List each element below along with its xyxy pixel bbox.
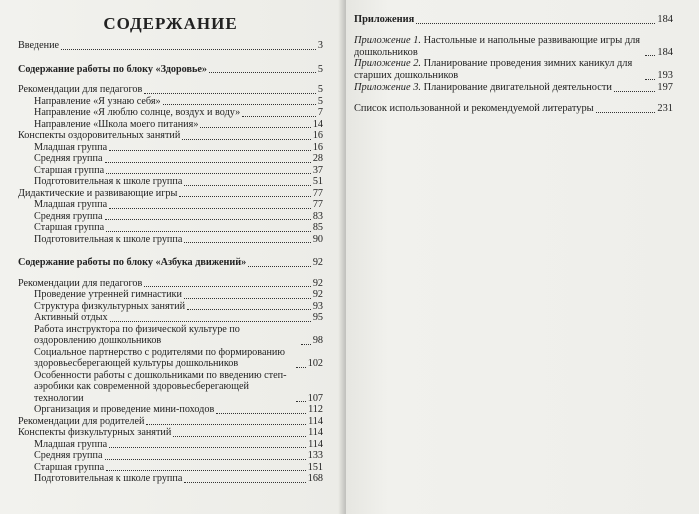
- toc-entry-text: Конспекты оздоровительных занятий: [18, 130, 181, 141]
- toc-entry-text: Подготовительная к школе группа: [34, 176, 183, 187]
- toc-entry-title: [34, 324, 299, 347]
- toc-entry-title: [34, 439, 107, 451]
- toc-entry-text: Старшая группа: [34, 461, 105, 473]
- toc-entry-title: [18, 278, 142, 290]
- toc-entry-text: Социальное партнерство с родителями по формированию здоровьесберегающей культуры дошкольников: [34, 346, 285, 369]
- toc-page-number: 133: [307, 450, 323, 461]
- toc-page-number: 5: [317, 95, 323, 107]
- toc-entry-text: Рекомендации для педагогов: [18, 277, 143, 289]
- toc-page-number: 114: [308, 427, 323, 438]
- toc-entry: [18, 165, 323, 177]
- toc-leader-dots: [182, 139, 310, 140]
- toc-leader-dots: [163, 104, 316, 105]
- toc-entry-text: Приложения: [354, 14, 415, 25]
- toc-entry: [18, 64, 323, 76]
- toc-entry-title: [354, 35, 643, 59]
- toc-entry: [18, 142, 323, 154]
- toc-entry: [18, 222, 323, 234]
- toc-entry-title: [34, 289, 182, 301]
- toc-leader-dots: [106, 173, 311, 174]
- toc-page-number: 7: [317, 107, 323, 118]
- toc-page-number: 37: [312, 164, 323, 176]
- toc-leader-dots: [242, 116, 316, 117]
- toc-entry-title: [18, 130, 180, 142]
- toc-page-number: 85: [312, 222, 323, 233]
- toc-leader-dots: [106, 231, 311, 232]
- toc-entry-text: Содержание работы по блоку «Азбука движений»: [18, 257, 247, 268]
- toc-entry-title: [18, 427, 171, 439]
- toc-page-number: 16: [312, 130, 323, 141]
- toc-page-number: 92: [312, 277, 323, 289]
- toc-entry-text: Планирование двигательной деятельности: [423, 81, 612, 93]
- toc-entry-prefix: Приложение 2.: [354, 58, 421, 70]
- toc-entry: [18, 234, 323, 246]
- toc-entry-text: Средняя группа: [34, 450, 103, 461]
- toc-entry: [18, 199, 323, 211]
- toc-entry-title: [34, 119, 198, 131]
- toc-entry-title: [34, 96, 161, 108]
- toc-page-number: 92: [312, 289, 323, 300]
- toc-entry-title: [34, 107, 240, 119]
- toc-page-number: 95: [312, 312, 323, 323]
- toc-page-number: 114: [308, 438, 323, 450]
- toc-entry-text: Старшая группа: [34, 222, 105, 233]
- toc-entry-text: Структура физкультурных занятий: [34, 300, 186, 312]
- toc-leader-dots: [296, 367, 306, 368]
- toc-entry-title: [354, 82, 612, 94]
- toc-leader-dots: [109, 447, 306, 448]
- toc-entry-title: [34, 222, 104, 234]
- toc-entry-title: [18, 40, 59, 52]
- toc-leader-dots: [105, 219, 311, 220]
- toc-page-number: 5: [317, 63, 323, 75]
- toc-entry: [18, 473, 323, 485]
- toc-entry: [18, 324, 323, 347]
- toc-entry-text: Планирование проведения зимних каникул для старших дошкольников: [354, 58, 633, 82]
- toc-entry-text: Направление «Я люблю солнце, воздух и воду»: [34, 107, 241, 118]
- toc-entry: [18, 289, 323, 301]
- toc-page-number: 193: [657, 70, 673, 82]
- toc-entry: [18, 427, 323, 439]
- toc-entry: [18, 450, 323, 462]
- toc-entry-title: [34, 153, 103, 165]
- toc-entry-text: Настольные и напольные развивающие игры для дошкольников: [354, 34, 641, 58]
- toc-entry-text: Рекомендации для педагогов: [18, 84, 143, 95]
- toc-page-number: 151: [307, 461, 323, 473]
- toc-page-number: 98: [312, 335, 323, 346]
- toc-entry: [18, 404, 323, 416]
- toc-entry-title: [18, 84, 142, 96]
- toc-entry: [18, 301, 323, 313]
- toc-leader-dots: [296, 401, 306, 402]
- toc-entry: [354, 14, 673, 26]
- toc-entry: [18, 84, 323, 96]
- toc-page-number: 93: [312, 300, 323, 312]
- toc-entry-text: Проведение утренней гимнастики: [34, 289, 182, 300]
- toc-entry-title: [34, 301, 185, 313]
- toc-entry-text: Младшая группа: [34, 141, 108, 153]
- toc-entry-title: [34, 199, 107, 211]
- toc-leader-dots: [216, 413, 306, 414]
- toc-page-number: 28: [312, 153, 323, 164]
- toc-entry: [18, 312, 323, 324]
- toc-entry-text: Активный отдых: [34, 312, 108, 323]
- toc-leader-dots: [179, 196, 310, 197]
- toc-entry: [18, 119, 323, 131]
- toc-page-number: 184: [657, 14, 673, 25]
- toc-entry-title: [354, 14, 414, 26]
- toc-entry: [354, 58, 673, 82]
- toc-leader-dots: [146, 424, 306, 425]
- toc-leader-dots: [596, 112, 656, 113]
- toc-page-number: 231: [657, 102, 673, 114]
- toc-entry-title: [34, 234, 182, 246]
- toc-page-number: 92: [312, 257, 323, 268]
- toc-entry: [354, 103, 673, 115]
- toc-entry-prefix: Приложение 1.: [354, 34, 421, 46]
- toc-entry-text: Список использованной и рекомендуемой литературы: [354, 102, 594, 114]
- page-title: СОДЕРЖАНИЕ: [103, 14, 238, 33]
- toc-entry: [18, 257, 323, 269]
- toc-entry-title: [34, 404, 214, 416]
- toc-entry-title: [34, 473, 182, 485]
- toc-page-number: 51: [312, 176, 323, 187]
- toc-entry-text: Направление «Я узнаю себя»: [34, 95, 161, 107]
- toc-entry-text: Рекомендации для родителей: [18, 415, 145, 427]
- toc-entry-title: [34, 312, 108, 324]
- toc-page-number: 3: [317, 40, 323, 51]
- toc-page-number: 77: [312, 187, 323, 199]
- toc-entry-text: Работа инструктора по физической культуре по оздоровлению дошкольников: [34, 323, 240, 346]
- toc-leader-dots: [144, 286, 311, 287]
- toc-entry-text: Старшая группа: [34, 164, 105, 176]
- toc-leader-dots: [110, 321, 311, 322]
- toc-entry-text: Организация и проведение мини-походов: [34, 404, 215, 415]
- toc-page-number: 197: [657, 81, 673, 93]
- left-page: [0, 0, 345, 514]
- toc-page-number: 14: [312, 118, 323, 130]
- toc-entry-title: [18, 257, 246, 269]
- toc-page-number: 102: [307, 358, 323, 369]
- toc-entry-title: [34, 370, 294, 405]
- toc-leader-dots: [416, 23, 655, 24]
- toc-entry: [18, 347, 323, 370]
- toc-entry: [354, 82, 673, 94]
- toc-leader-dots: [106, 470, 306, 471]
- toc-page-number: 107: [307, 392, 323, 404]
- toc-entry-title: [34, 142, 107, 154]
- toc-entry: [18, 439, 323, 451]
- toc-entry-text: Младшая группа: [34, 438, 108, 450]
- toc-entry: [18, 416, 323, 428]
- toc-leader-dots: [614, 91, 655, 92]
- toc-page-number: 90: [312, 233, 323, 245]
- toc-leader-dots: [200, 127, 310, 128]
- toc-leader-dots: [109, 150, 311, 151]
- toc-leader-dots: [105, 162, 311, 163]
- toc-entry-title: [354, 103, 594, 115]
- toc-leader-dots: [248, 266, 311, 267]
- toc-entry: [18, 462, 323, 474]
- toc-entry-text: Младшая группа: [34, 199, 108, 210]
- toc-entry-text: Направление «Школа моего питания»: [34, 118, 199, 130]
- toc-list-left: [18, 40, 323, 485]
- toc-entry-title: [354, 58, 643, 82]
- toc-leader-dots: [645, 79, 655, 80]
- toc-entry: [18, 278, 323, 290]
- toc-entry-title: [34, 165, 104, 177]
- toc-leader-dots: [184, 185, 310, 186]
- toc-entry-text: Содержание работы по блоку «Здоровье»: [18, 63, 207, 75]
- toc-entry: [18, 40, 323, 52]
- toc-entry-title: [34, 450, 103, 462]
- toc-entry-title: [34, 176, 182, 188]
- toc-leader-dots: [187, 309, 311, 310]
- toc-leader-dots: [105, 459, 306, 460]
- toc-page-number: 16: [312, 141, 323, 153]
- toc-entry-text: Дидактические и развивающие игры: [18, 187, 178, 199]
- toc-entry-title: [18, 188, 177, 200]
- toc-entry: [18, 370, 323, 405]
- toc-page-number: 83: [312, 210, 323, 222]
- toc-entry-text: Средняя группа: [34, 153, 103, 164]
- toc-entry-title: [18, 64, 207, 76]
- toc-page-number: 77: [312, 199, 323, 210]
- toc-entry-text: Подготовительная к школе группа: [34, 233, 183, 245]
- toc-entry-title: [34, 347, 294, 370]
- toc-entry-prefix: Приложение 3.: [354, 81, 421, 93]
- toc-entry-text: Конспекты физкультурных занятий: [18, 427, 172, 438]
- toc-leader-dots: [61, 49, 316, 50]
- toc-entry: [354, 35, 673, 59]
- toc-page-number: 184: [657, 46, 673, 58]
- toc-entry-text: Введение: [18, 40, 60, 51]
- toc-entry-title: [34, 211, 103, 223]
- toc-entry-text: Подготовительная к школе группа: [34, 473, 183, 484]
- toc-entry: [18, 96, 323, 108]
- toc-entry: [18, 176, 323, 188]
- toc-list-right: [354, 14, 673, 115]
- toc-entry: [18, 107, 323, 119]
- toc-entry-title: [34, 462, 104, 474]
- toc-entry: [18, 211, 323, 223]
- right-page: [346, 0, 699, 514]
- toc-leader-dots: [173, 436, 306, 437]
- toc-leader-dots: [184, 242, 310, 243]
- toc-page-number: 5: [317, 84, 323, 95]
- toc-leader-dots: [645, 55, 655, 56]
- toc-entry-text: Особенности работы с дошкольниками по введению степ-аэробики как современной здоровьесберегающей технологии: [34, 369, 287, 404]
- toc-leader-dots: [301, 344, 311, 345]
- toc-entry-text: Средняя группа: [34, 210, 103, 222]
- toc-page-number: 168: [307, 473, 323, 484]
- toc-leader-dots: [209, 72, 316, 73]
- toc-leader-dots: [109, 208, 311, 209]
- toc-entry-title: [18, 416, 144, 428]
- toc-page-number: 112: [308, 404, 323, 415]
- toc-leader-dots: [184, 482, 305, 483]
- toc-entry: [18, 188, 323, 200]
- toc-leader-dots: [184, 298, 311, 299]
- toc-page-number: 114: [308, 415, 323, 427]
- toc-entry: [18, 153, 323, 165]
- toc-leader-dots: [144, 93, 316, 94]
- toc-entry: [18, 130, 323, 142]
